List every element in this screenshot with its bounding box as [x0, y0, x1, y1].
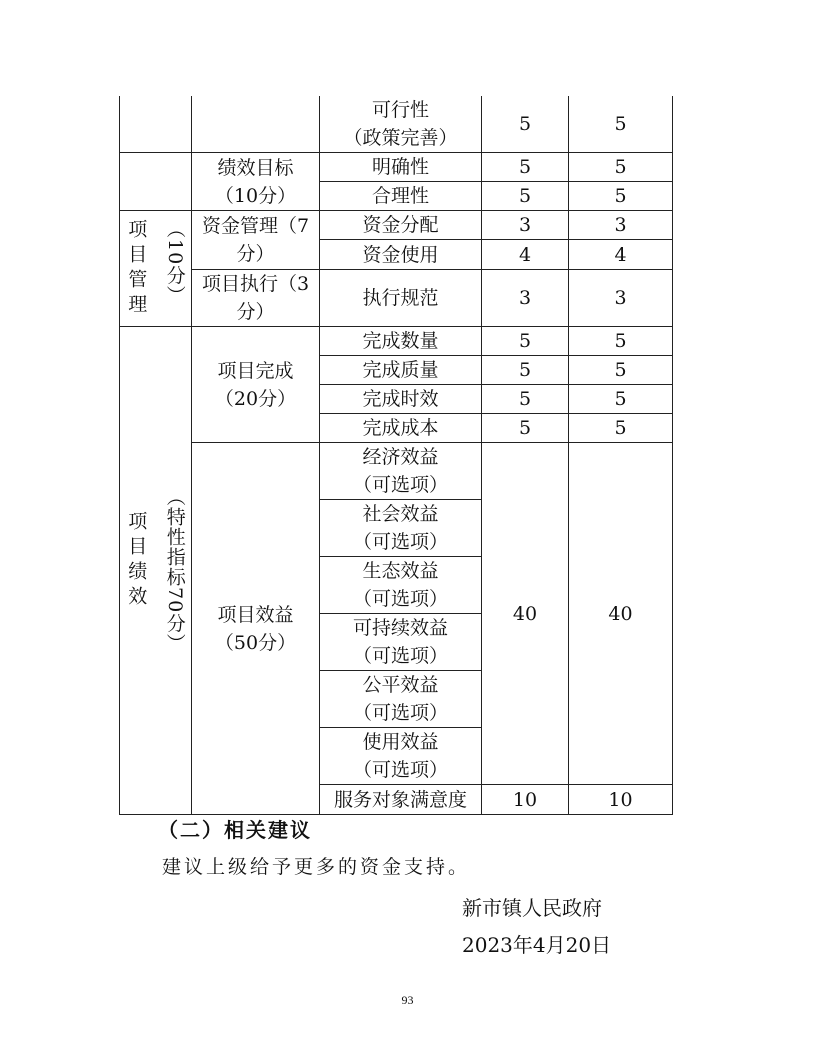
score-cell: 3	[569, 211, 673, 240]
score-cell: 3	[482, 211, 569, 240]
indicator-cell: 完成质量	[320, 356, 482, 385]
score-cell: 40	[482, 443, 569, 785]
score-cell: 10	[482, 785, 569, 815]
indicator-cell: 资金使用	[320, 240, 482, 270]
score-cell: 5	[569, 327, 673, 356]
level1-cell-project-management: （10分） 项目管理	[120, 211, 192, 327]
score-cell: 5	[569, 356, 673, 385]
indicator-cell: 使用效益 （可选项）	[320, 728, 482, 785]
score-cell: 40	[569, 443, 673, 785]
section-heading: （二）相关建议	[158, 818, 312, 842]
score-cell: 5	[569, 385, 673, 414]
score-cell: 3	[569, 270, 673, 327]
indicator-cell: 合理性	[320, 182, 482, 211]
score-cell: 3	[482, 270, 569, 327]
indicator-cell: 执行规范	[320, 270, 482, 327]
performance-table	[119, 96, 673, 815]
indicator-cell: 生态效益 （可选项）	[320, 557, 482, 614]
score-cell: 5	[569, 153, 673, 182]
score-cell: 5	[482, 153, 569, 182]
level2-cell: 项目执行（3 分）	[192, 270, 320, 327]
indicator-cell: 公平效益 （可选项）	[320, 671, 482, 728]
indicator-cell: 完成时效	[320, 385, 482, 414]
score-cell: 4	[482, 240, 569, 270]
indicator-cell: 可行性 （政策完善）	[320, 96, 482, 153]
score-cell: 5	[482, 96, 569, 153]
score-cell: 4	[569, 240, 673, 270]
table-row	[120, 96, 673, 153]
table-row	[120, 270, 673, 327]
indicator-cell: 服务对象满意度	[320, 785, 482, 815]
score-cell: 5	[482, 327, 569, 356]
indicator-cell: 经济效益 （可选项）	[320, 443, 482, 500]
score-cell: 5	[569, 414, 673, 443]
indicator-cell: 可持续效益 （可选项）	[320, 614, 482, 671]
score-cell: 5	[482, 385, 569, 414]
indicator-cell: 完成数量	[320, 327, 482, 356]
table-row	[120, 327, 673, 356]
score-cell: 5	[569, 96, 673, 153]
score-cell: 5	[569, 182, 673, 211]
level2-cell: 项目完成 （20分）	[192, 327, 320, 443]
score-cell: 5	[482, 356, 569, 385]
indicator-cell: 完成成本	[320, 414, 482, 443]
level1-cell-project-performance: （特性指标70分） 项目绩效	[120, 327, 192, 815]
indicator-cell: 社会效益 （可选项）	[320, 500, 482, 557]
level2-cell: 资金管理（7 分）	[192, 211, 320, 270]
page-number: 93	[401, 993, 414, 1007]
score-cell: 5	[482, 182, 569, 211]
signature-date: 2023年4月20日	[462, 933, 612, 957]
level2-cell: 项目效益 （50分）	[192, 443, 320, 815]
signature-organization: 新市镇人民政府	[462, 896, 602, 920]
body-paragraph: 建议上级给予更多的资金支持。	[162, 856, 471, 878]
score-cell: 10	[569, 785, 673, 815]
indicator-cell: 明确性	[320, 153, 482, 182]
table-row	[120, 211, 673, 240]
level2-cell: 绩效目标 （10分）	[192, 153, 320, 211]
table-row	[120, 443, 673, 500]
table-row	[120, 153, 673, 182]
score-cell: 5	[482, 414, 569, 443]
indicator-cell: 资金分配	[320, 211, 482, 240]
